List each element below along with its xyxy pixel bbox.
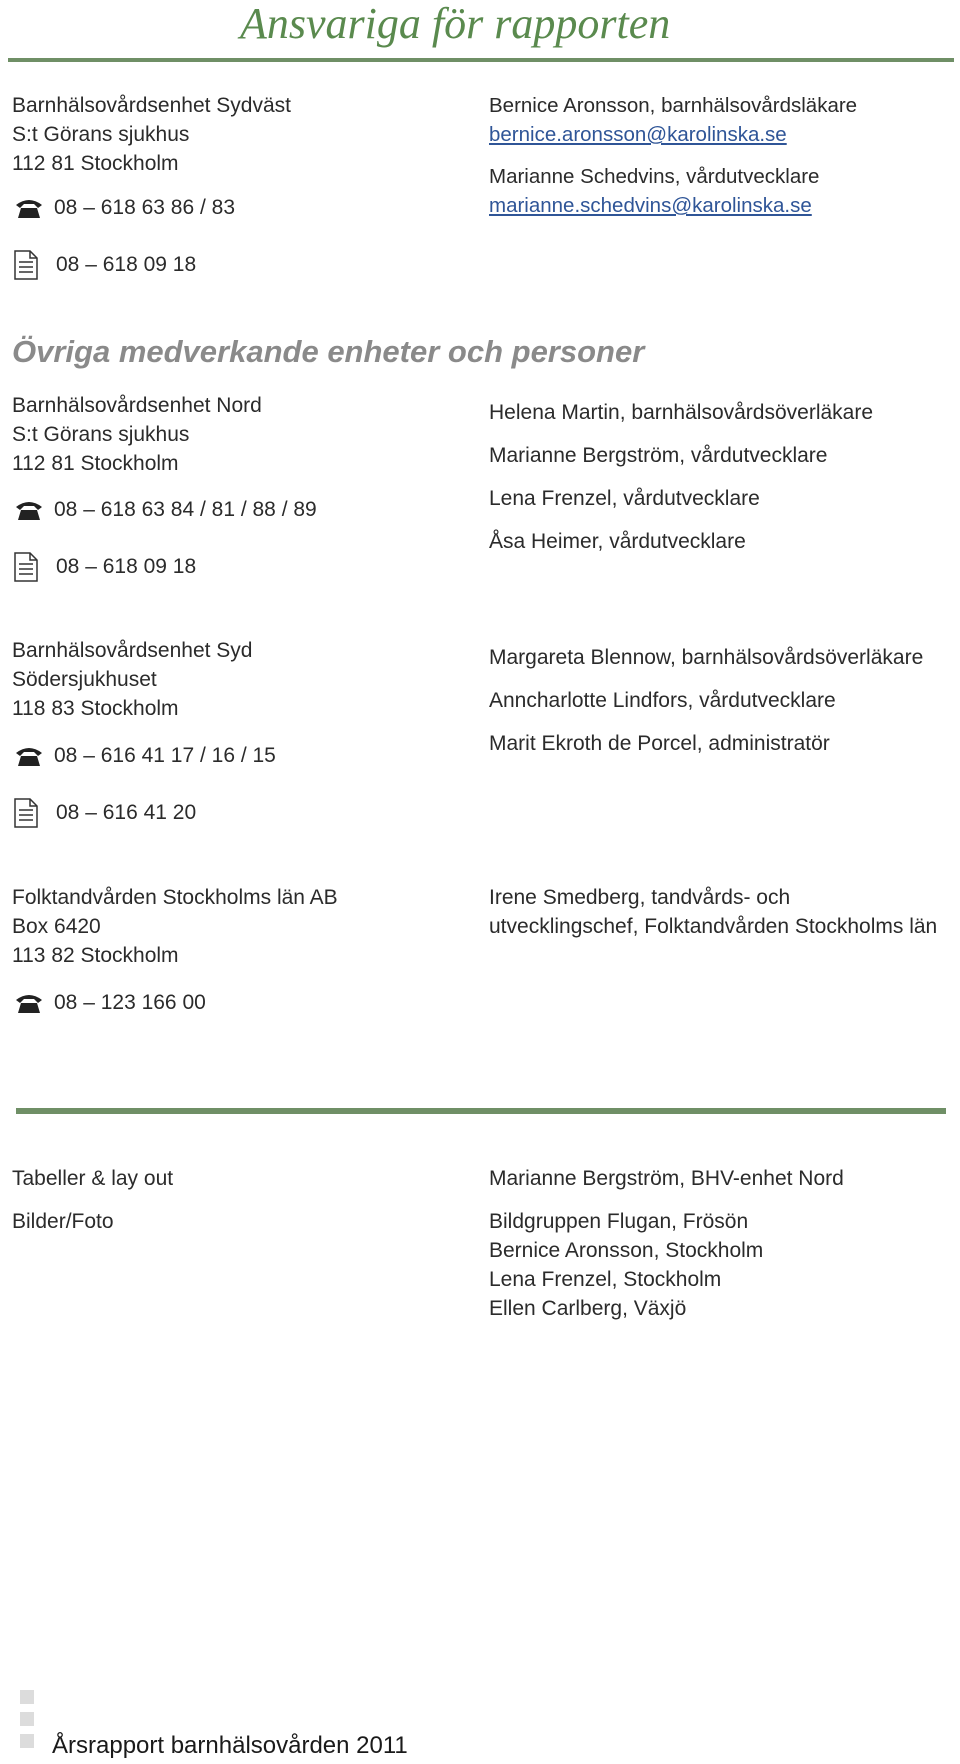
responsible-unit-address: [12, 91, 291, 178]
footer-decoration-square: [20, 1690, 34, 1704]
fax-document-icon: [14, 250, 38, 280]
unit-address: [12, 636, 253, 723]
credit-value: Lena Frenzel, Stockholm: [489, 1268, 722, 1291]
person-name: Margareta Blennow, barnhälsovårdsöverläkare: [489, 646, 924, 669]
fax-number: 08 – 618 09 18: [56, 555, 197, 578]
address-line: Barnhälsovårdsenhet Syd: [12, 639, 253, 662]
responsible-phone: [14, 196, 235, 220]
phone-number: 08 – 618 63 86 / 83: [54, 196, 235, 219]
telephone-icon: [14, 498, 44, 522]
person-name: utvecklingschef, Folktandvården Stockholms län: [489, 915, 938, 938]
fax-number: 08 – 618 09 18: [56, 253, 197, 276]
telephone-icon: [14, 744, 44, 768]
fax-document-icon: [14, 552, 38, 582]
person-name: Lena Frenzel, vårdutvecklare: [489, 487, 760, 510]
unit-fax: [14, 552, 196, 582]
unit-phone: [14, 991, 206, 1015]
credit-value: Bildgruppen Flugan, Frösön: [489, 1210, 749, 1233]
credit-value: Ellen Carlberg, Växjö: [489, 1297, 687, 1320]
person-name: Bernice Aronsson, barnhälsovårdsläkare: [489, 94, 858, 117]
credit-value: Marianne Bergström, BHV-enhet Nord: [489, 1167, 844, 1190]
photo-credits: [489, 1207, 763, 1323]
address-line: Folktandvården Stockholms län AB: [12, 886, 338, 909]
address-line: Barnhälsovårdsenhet Sydväst: [12, 94, 291, 117]
address-line: Box 6420: [12, 915, 101, 938]
unit-persons: [489, 391, 873, 563]
person-name: Anncharlotte Lindfors, vårdutvecklare: [489, 689, 836, 712]
address-line: 118 83 Stockholm: [12, 697, 179, 720]
person-name: Marit Ekroth de Porcel, administratör: [489, 732, 830, 755]
phone-number: 08 – 123 166 00: [54, 991, 206, 1014]
person-name: Irene Smedberg, tandvårds- och: [489, 886, 791, 909]
section-heading: Övriga medverkande enheter och personer: [12, 334, 645, 369]
email-link[interactable]: bernice.aronsson@karolinska.se: [489, 123, 787, 146]
person-name: Åsa Heimer, vårdutvecklare: [489, 530, 746, 553]
person-name: Marianne Bergström, vårdutvecklare: [489, 444, 828, 467]
unit-address: [12, 883, 338, 970]
unit-persons: [489, 636, 923, 765]
email-link[interactable]: marianne.schedvins@karolinska.se: [489, 194, 812, 217]
section-divider: [16, 1108, 946, 1114]
credit-label: Tabeller & lay out: [12, 1167, 174, 1190]
address-line: Barnhälsovårdsenhet Nord: [12, 394, 262, 417]
unit-persons: [489, 883, 937, 941]
credit-label: Bilder/Foto: [12, 1210, 114, 1233]
phone-number: 08 – 616 41 17 / 16 / 15: [54, 744, 276, 767]
unit-phone: [14, 744, 276, 768]
unit-fax: [14, 798, 196, 828]
fax-number: 08 – 616 41 20: [56, 801, 197, 824]
telephone-icon: [14, 196, 44, 220]
footer-decoration-square: [20, 1734, 34, 1748]
person-name: Marianne Schedvins, vårdutvecklare: [489, 165, 820, 188]
telephone-icon: [14, 991, 44, 1015]
address-line: S:t Görans sjukhus: [12, 423, 190, 446]
unit-address: [12, 391, 262, 478]
footer-title: Årsrapport barnhälsovården 2011: [52, 1732, 408, 1759]
responsible-persons: [489, 91, 857, 220]
responsible-fax: [14, 250, 196, 280]
credit-value: Bernice Aronsson, Stockholm: [489, 1239, 764, 1262]
fax-document-icon: [14, 798, 38, 828]
address-line: Södersjukhuset: [12, 668, 157, 691]
unit-phone: [14, 498, 317, 522]
address-line: S:t Görans sjukhus: [12, 123, 190, 146]
page-title: Ansvariga för rapporten: [240, 0, 671, 48]
footer-decoration-square: [20, 1712, 34, 1726]
phone-number: 08 – 618 63 84 / 81 / 88 / 89: [54, 498, 317, 521]
address-line: 113 82 Stockholm: [12, 944, 179, 967]
address-line: 112 81 Stockholm: [12, 152, 179, 175]
address-line: 112 81 Stockholm: [12, 452, 179, 475]
title-divider: [8, 58, 954, 62]
person-name: Helena Martin, barnhälsovårdsöverläkare: [489, 401, 874, 424]
